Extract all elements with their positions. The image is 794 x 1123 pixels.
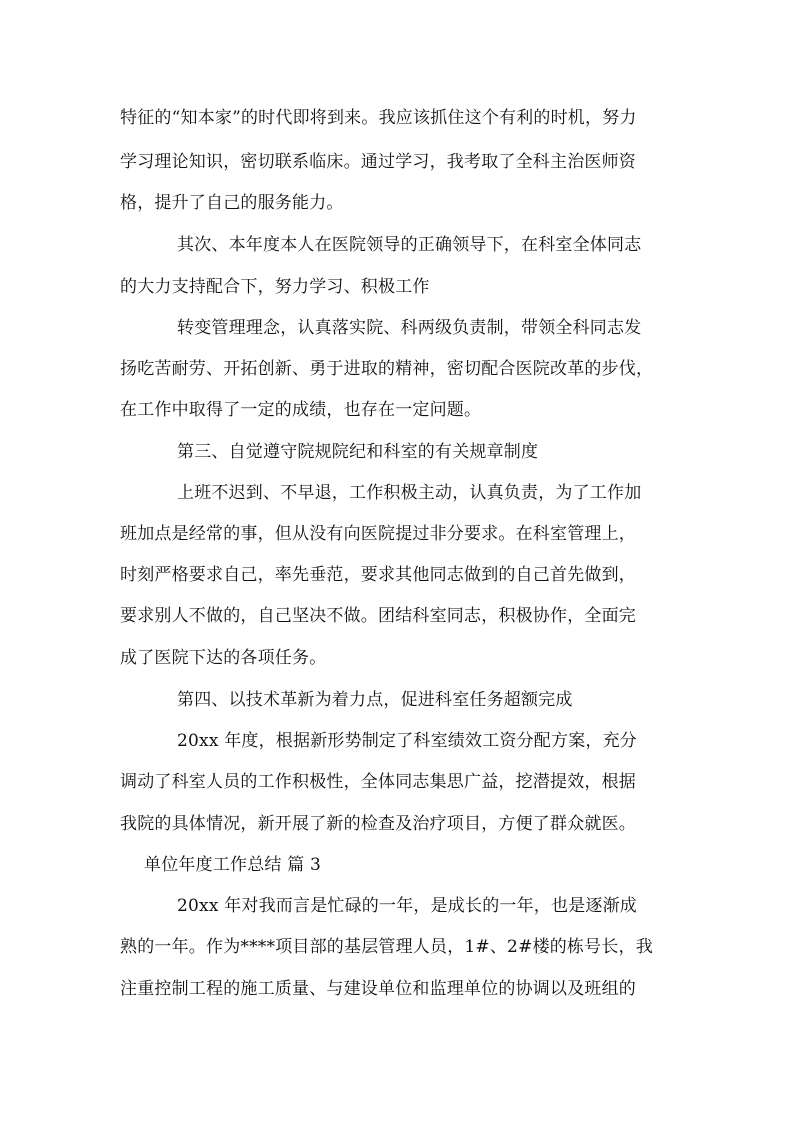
text-line: 其次、本年度本人在医院领导的正确领导下，在科室全体同志	[177, 235, 642, 255]
section-title: 单位年度工作总结 篇 3	[144, 855, 322, 875]
text-line: 的大力支持配合下，努力学习、积极工作	[120, 277, 430, 297]
text-line: 扬吃苦耐劳、开拓创新、勇于进取的精神，密切配合医院改革的步伐，	[120, 359, 654, 379]
text-line: 班加点是经常的事，但从没有向医院提过非分要求。在科室管理上，	[120, 524, 636, 544]
text-line: 熟的一年。作为****项目部的基层管理人员，1#、2#楼的栋号长，我	[120, 937, 653, 957]
text-line: 成了医院下达的各项任务。	[120, 648, 327, 668]
text-line: 格，提升了自己的服务能力。	[120, 193, 344, 213]
text-line: 时刻严格要求自己，率先垂范，要求其他同志做到的自己首先做到，	[120, 565, 636, 585]
text-line: 在工作中取得了一定的成绩，也存在一定问题。	[120, 400, 482, 420]
text-line: 特征的“知本家”的时代即将到来。我应该抓住这个有利的时机，努力	[120, 108, 637, 128]
text-line: 调动了科室人员的工作积极性，全体同志集思广益，挖潜提效，根据	[120, 772, 636, 792]
text-line: 学习理论知识，密切联系临床。通过学习，我考取了全科主治医师资	[120, 152, 636, 172]
text-line: 注重控制工程的施工质量、与建设单位和监理单位的协调以及班组的	[120, 979, 636, 999]
text-line: 20xx 年对我而言是忙碌的一年，是成长的一年，也是逐渐成	[177, 896, 638, 916]
section-heading: 第三、自觉遵守院规院纪和科室的有关规章制度	[177, 442, 539, 462]
section-heading: 第四、以技术革新为着力点，促进科室任务超额完成	[177, 690, 573, 710]
text-line: 我院的具体情况，新开展了新的检查及治疗项目，方便了群众就医。	[120, 814, 636, 834]
text-line: 20xx 年度，根据新形势制定了科室绩效工资分配方案，充分	[177, 731, 638, 751]
text-line: 要求别人不做的，自己坚决不做。团结科室同志，积极协作，全面完	[120, 606, 636, 626]
text-line: 转变管理理念，认真落实院、科两级负责制，带领全科同志发	[177, 318, 642, 338]
text-line: 上班不迟到、不早退，工作积极主动，认真负责，为了工作加	[177, 483, 642, 503]
